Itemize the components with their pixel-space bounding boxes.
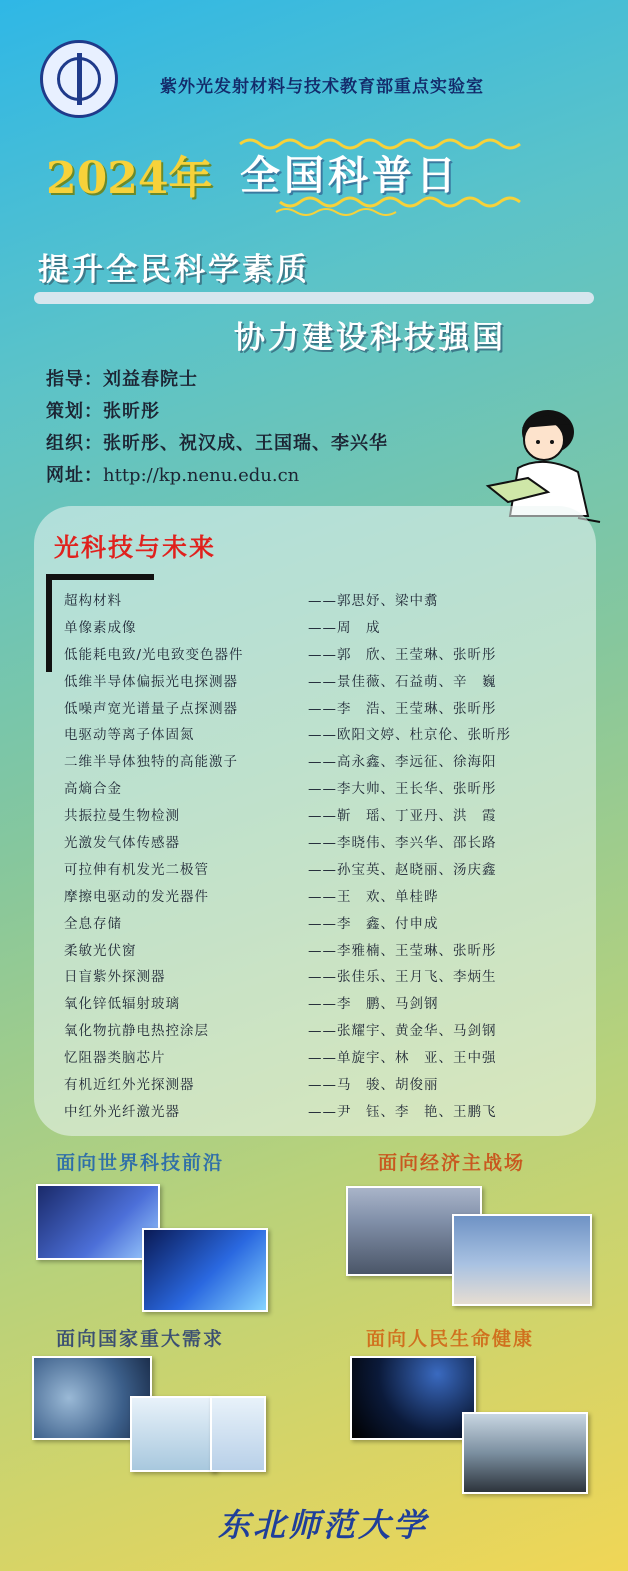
project-people: ——李大帅、王长华、张昕彤 — [308, 781, 497, 798]
credit-label: 网址： — [46, 465, 103, 486]
section-title-economy: 面向经济主战场 — [378, 1152, 526, 1174]
list-item — [64, 776, 594, 803]
slogan-divider — [34, 292, 594, 304]
credit-value: 张昕彤、祝汉成、王国瑞、李兴华 — [103, 433, 388, 454]
project-name: 氧化锌低辐射玻璃 — [64, 996, 180, 1013]
lab-name: 紫外光发射材料与技术教育部重点实验室 — [160, 77, 484, 97]
logo-bar — [77, 53, 82, 105]
project-name: 电驱动等离子体固氮 — [64, 727, 195, 744]
slogan-line-1: 提升全民科学素质 — [38, 252, 310, 288]
list-item — [64, 696, 594, 723]
project-people: ——李晓伟、李兴华、邵长路 — [308, 835, 497, 852]
credit-value: 刘益春院士 — [103, 369, 198, 390]
title-main: 全国科普日 — [240, 153, 460, 199]
project-people: ——王 欢、单桂晔 — [308, 888, 439, 905]
list-item — [64, 803, 594, 830]
project-people: ——郭 欣、王莹琳、张昕彤 — [308, 646, 497, 663]
list-item — [64, 964, 594, 991]
project-people: ——张佳乐、王月飞、李炳生 — [308, 969, 497, 986]
project-name: 氧化物抗静电热控涂层 — [64, 1023, 209, 1040]
section-title-frontier: 面向世界科技前沿 — [56, 1152, 225, 1174]
credit-label: 策划： — [46, 401, 103, 422]
project-name: 光激发气体传感器 — [64, 835, 180, 852]
slogan-line-2: 协力建设科技强国 — [234, 320, 506, 356]
credit-row — [46, 462, 516, 494]
project-name: 中红外光纤激光器 — [64, 1103, 180, 1120]
project-name: 共振拉曼生物检测 — [64, 808, 180, 825]
project-name: 低能耗电致/光电致变色器件 — [64, 646, 244, 663]
cell-structure-photo — [130, 1396, 216, 1472]
project-people: ——李雅楠、王莹琳、张昕彤 — [308, 942, 497, 959]
project-people: ——李 鹏、马剑钢 — [308, 996, 439, 1013]
synapse-photo — [210, 1396, 266, 1472]
credit-row — [46, 398, 516, 430]
list-item — [64, 857, 594, 884]
project-people: ——马 骏、胡俊丽 — [308, 1077, 439, 1094]
list-item — [64, 1072, 594, 1099]
car-interior-photo — [462, 1412, 588, 1494]
list-item — [64, 669, 594, 696]
project-people: ——李 浩、王莹琳、张昕彤 — [308, 700, 497, 717]
lab-logo — [40, 40, 118, 118]
list-item — [64, 938, 594, 965]
project-name: 单像素成像 — [64, 619, 137, 636]
list-item — [64, 615, 594, 642]
list-item — [64, 830, 594, 857]
title-year: 2024年 — [46, 153, 213, 204]
credit-value: 张昕彤 — [103, 401, 160, 422]
project-name: 可拉伸有机发光二极管 — [64, 861, 209, 878]
credit-label: 组织： — [46, 433, 103, 454]
credits-list — [46, 366, 516, 494]
project-list — [64, 588, 594, 1126]
list-item — [64, 722, 594, 749]
project-name: 低维半导体偏振光电探测器 — [64, 673, 238, 690]
section-title-health: 面向人民生命健康 — [366, 1328, 535, 1350]
project-people: ——郭思妤、梁中翥 — [308, 593, 439, 609]
project-people: ——靳 瑶、丁亚丹、洪 霞 — [308, 808, 497, 825]
project-people: ——欧阳文婷、杜京伦、张昕彤 — [308, 727, 511, 744]
project-people: ——景佳薇、石益萌、辛 巍 — [308, 673, 497, 690]
project-people: ——高永鑫、李远征、徐海阳 — [308, 754, 497, 771]
list-item — [64, 588, 594, 615]
flexible-display-photo — [142, 1228, 268, 1312]
project-name: 有机近红外光探测器 — [64, 1077, 195, 1094]
project-name: 忆阻器类脑芯片 — [64, 1050, 166, 1067]
website-link[interactable]: http://kp.nenu.edu.cn — [103, 465, 300, 486]
project-name: 二维半导体独特的高能激子 — [64, 754, 238, 771]
project-people: ——李 鑫、付申成 — [308, 915, 439, 932]
list-item — [64, 911, 594, 938]
bracket-decoration — [46, 574, 154, 580]
list-item — [64, 1018, 594, 1045]
project-name: 日盲紫外探测器 — [64, 969, 166, 986]
bracket-decoration — [46, 574, 52, 672]
list-item — [64, 991, 594, 1018]
project-name: 摩擦电驱动的发光器件 — [64, 888, 209, 905]
rocket-launch-photo — [452, 1214, 592, 1306]
credit-label: 指导： — [46, 369, 103, 390]
event-title — [40, 136, 600, 216]
credit-row — [46, 430, 516, 462]
project-name: 低噪声宽光谱量子点探测器 — [64, 700, 238, 717]
university-name: 东北师范大学 — [218, 1506, 429, 1544]
list-item — [64, 1099, 594, 1126]
project-name: 全息存储 — [64, 915, 122, 932]
project-people: ——单旋宇、林 亚、王中强 — [308, 1050, 497, 1067]
list-item — [64, 642, 594, 669]
project-people: ——孙宝英、赵晓丽、汤庆鑫 — [308, 861, 497, 878]
credit-row — [46, 366, 516, 398]
project-name: 超构材料 — [64, 593, 122, 609]
section-title-national-needs: 面向国家重大需求 — [56, 1328, 225, 1350]
list-item — [64, 749, 594, 776]
project-people: ——张耀宇、黄金华、马剑钢 — [308, 1023, 497, 1040]
satellite-earth-photo — [350, 1356, 476, 1440]
list-item — [64, 1045, 594, 1072]
project-name: 高熵合金 — [64, 781, 122, 798]
project-name: 柔敏光伏窗 — [64, 942, 137, 959]
panel-title: 光科技与未来 — [54, 533, 217, 562]
project-people: ——周 成 — [308, 619, 381, 636]
project-people: ——尹 钰、李 艳、王鹏飞 — [308, 1103, 497, 1120]
list-item — [64, 884, 594, 911]
